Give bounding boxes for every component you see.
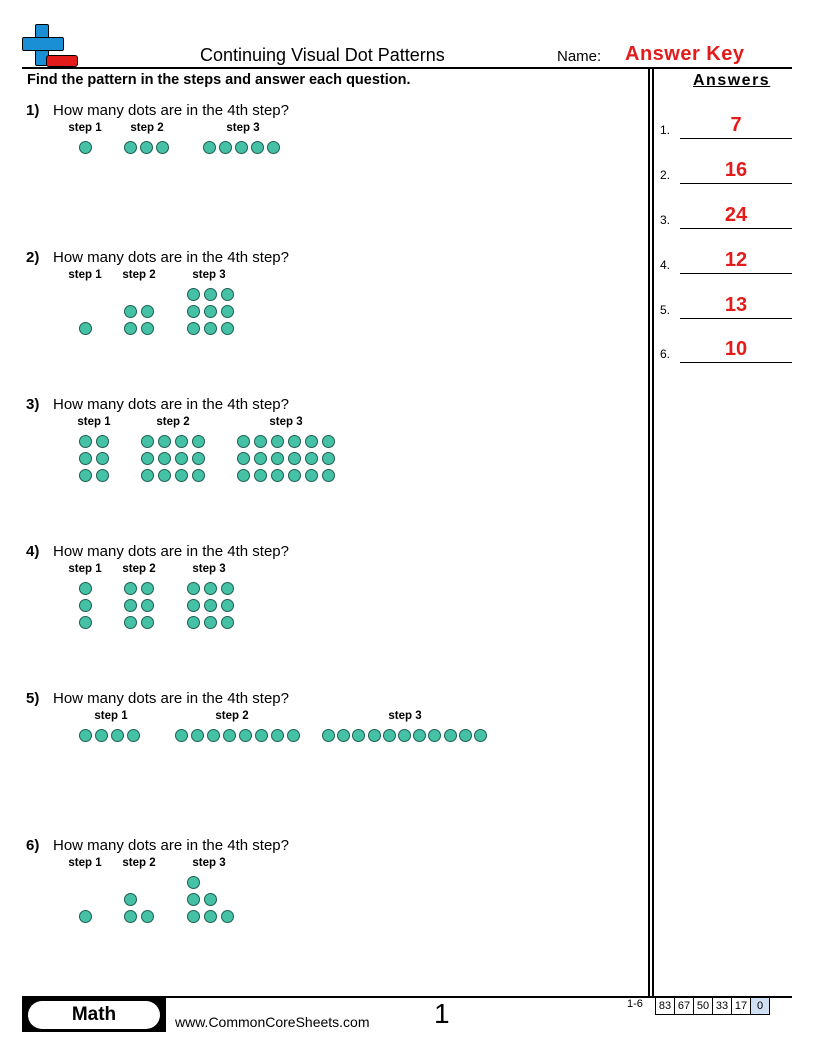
pattern-dot (141, 435, 154, 448)
question-number: 1) (26, 102, 40, 119)
pattern-dot (192, 452, 205, 465)
instructions: Find the pattern in the steps and answer each question. (27, 72, 411, 88)
pattern-dot (141, 910, 154, 923)
pattern-dot (192, 435, 205, 448)
question-text: How many dots are in the 4th step? (53, 837, 289, 854)
pattern-dot (111, 729, 124, 742)
answer-line (680, 362, 792, 363)
pattern-dot (352, 729, 365, 742)
pattern-dot (398, 729, 411, 742)
header-divider (22, 67, 792, 69)
pattern-dot (191, 729, 204, 742)
page-number: 1 (434, 998, 450, 1029)
step-label: step 2 (122, 269, 156, 281)
pattern-dot (175, 435, 188, 448)
pattern-dot (239, 729, 252, 742)
score-cell: 0 (750, 997, 770, 1015)
pattern-dot (187, 616, 200, 629)
pattern-dot (141, 469, 154, 482)
pattern-dot (187, 288, 200, 301)
pattern-dot (141, 582, 154, 595)
pattern-dot (127, 729, 140, 742)
pattern-dot (79, 729, 92, 742)
step-label: step 3 (388, 710, 422, 722)
pattern-dot (221, 322, 234, 335)
question-number: 3) (26, 396, 40, 413)
subject-label: Math (28, 1001, 160, 1029)
answer-value: 10 (724, 338, 748, 360)
pattern-dot (271, 435, 284, 448)
pattern-dot (141, 305, 154, 318)
pattern-dot (221, 910, 234, 923)
pattern-dot (158, 469, 171, 482)
pattern-dot (203, 141, 216, 154)
pattern-dot (271, 469, 284, 482)
step-label: step 2 (215, 710, 249, 722)
pattern-dot (187, 582, 200, 595)
step-label: step 1 (77, 416, 111, 428)
pattern-dot (79, 616, 92, 629)
question-number: 4) (26, 543, 40, 560)
question-text: How many dots are in the 4th step? (53, 690, 289, 707)
answer-line (680, 138, 792, 139)
score-cell: 33 (712, 997, 732, 1015)
question-text: How many dots are in the 4th step? (53, 396, 289, 413)
pattern-dot (124, 305, 137, 318)
question-number: 5) (26, 690, 40, 707)
step-label: step 1 (68, 269, 102, 281)
step-label: step 3 (192, 269, 226, 281)
pattern-dot (459, 729, 472, 742)
pattern-dot (204, 582, 217, 595)
pattern-dot (288, 469, 301, 482)
step-label: step 2 (122, 857, 156, 869)
score-cell: 50 (693, 997, 713, 1015)
pattern-dot (124, 141, 137, 154)
pattern-dot (204, 305, 217, 318)
pattern-dot (204, 893, 217, 906)
pattern-dot (221, 288, 234, 301)
score-table (656, 997, 770, 1015)
pattern-dot (383, 729, 396, 742)
subject-badge (22, 998, 166, 1032)
pattern-dot (271, 452, 284, 465)
pattern-dot (187, 322, 200, 335)
pattern-dot (79, 582, 92, 595)
pattern-dot (237, 435, 250, 448)
pattern-dot (428, 729, 441, 742)
pattern-dot (156, 141, 169, 154)
pattern-dot (288, 452, 301, 465)
pattern-dot (96, 452, 109, 465)
answer-number: 4. (660, 258, 671, 272)
pattern-dot (288, 435, 301, 448)
pattern-dot (221, 305, 234, 318)
answer-line (680, 183, 792, 184)
score-cell: 67 (674, 997, 694, 1015)
pattern-dot (207, 729, 220, 742)
logo-minus-icon (46, 55, 78, 67)
pattern-dot (221, 582, 234, 595)
question-text: How many dots are in the 4th step? (53, 543, 289, 560)
pattern-dot (141, 616, 154, 629)
pattern-dot (79, 599, 92, 612)
pattern-dot (235, 141, 248, 154)
pattern-dot (124, 599, 137, 612)
pattern-dot (221, 616, 234, 629)
pattern-dot (141, 322, 154, 335)
step-label: step 2 (122, 563, 156, 575)
pattern-dot (237, 469, 250, 482)
answer-number: 2. (660, 168, 671, 182)
step-label: step 2 (130, 122, 164, 134)
pattern-dot (255, 729, 268, 742)
question-range: 1-6 (627, 998, 643, 1010)
answer-value: 7 (730, 114, 742, 136)
pattern-dot (158, 435, 171, 448)
website-link[interactable]: www.CommonCoreSheets.com (175, 1014, 370, 1030)
answer-value: 16 (724, 159, 748, 181)
pattern-dot (337, 729, 350, 742)
answer-value: 13 (724, 294, 748, 316)
pattern-dot (204, 910, 217, 923)
step-label: step 2 (156, 416, 190, 428)
pattern-dot (322, 729, 335, 742)
answer-number: 1. (660, 123, 671, 137)
pattern-dot (254, 469, 267, 482)
pattern-dot (187, 599, 200, 612)
logo-plus-horizontal-icon (22, 37, 64, 51)
pattern-dot (271, 729, 284, 742)
answer-value: 12 (724, 249, 748, 271)
pattern-dot (175, 452, 188, 465)
pattern-dot (187, 910, 200, 923)
step-label: step 1 (68, 563, 102, 575)
pattern-dot (79, 469, 92, 482)
name-label: Name: (557, 48, 602, 65)
answers-heading: Answers (693, 72, 771, 89)
step-label: step 3 (226, 122, 260, 134)
pattern-dot (204, 322, 217, 335)
question-number: 6) (26, 837, 40, 854)
answer-number: 3. (660, 213, 671, 227)
pattern-dot (204, 288, 217, 301)
pattern-dot (221, 599, 234, 612)
answer-number: 6. (660, 347, 671, 361)
step-label: step 3 (192, 857, 226, 869)
question-number: 2) (26, 249, 40, 266)
step-label: step 3 (269, 416, 303, 428)
pattern-dot (141, 599, 154, 612)
pattern-dot (287, 729, 300, 742)
score-cell: 17 (731, 997, 751, 1015)
pattern-dot (175, 729, 188, 742)
pattern-dot (305, 452, 318, 465)
pattern-dot (79, 435, 92, 448)
pattern-dot (175, 469, 188, 482)
column-divider-right (652, 69, 654, 996)
pattern-dot (124, 322, 137, 335)
pattern-dot (96, 469, 109, 482)
step-label: step 1 (94, 710, 128, 722)
pattern-dot (187, 305, 200, 318)
pattern-dot (140, 141, 153, 154)
pattern-dot (79, 141, 92, 154)
pattern-dot (79, 322, 92, 335)
pattern-dot (95, 729, 108, 742)
pattern-dot (204, 599, 217, 612)
step-label: step 1 (68, 122, 102, 134)
pattern-dot (322, 469, 335, 482)
worksheet-title: Continuing Visual Dot Patterns (200, 45, 445, 65)
pattern-dot (267, 141, 280, 154)
pattern-dot (187, 876, 200, 889)
pattern-dot (444, 729, 457, 742)
pattern-dot (251, 141, 264, 154)
pattern-dot (219, 141, 232, 154)
pattern-dot (187, 893, 200, 906)
pattern-dot (474, 729, 487, 742)
answer-value: 24 (724, 204, 748, 226)
pattern-dot (124, 616, 137, 629)
answer-number: 5. (660, 303, 671, 317)
pattern-dot (322, 435, 335, 448)
pattern-dot (124, 910, 137, 923)
pattern-dot (96, 435, 109, 448)
pattern-dot (204, 616, 217, 629)
pattern-dot (413, 729, 426, 742)
pattern-dot (254, 435, 267, 448)
question-text: How many dots are in the 4th step? (53, 249, 289, 266)
pattern-dot (237, 452, 250, 465)
pattern-dot (158, 452, 171, 465)
pattern-dot (368, 729, 381, 742)
answer-line (680, 228, 792, 229)
pattern-dot (322, 452, 335, 465)
pattern-dot (305, 435, 318, 448)
question-text: How many dots are in the 4th step? (53, 102, 289, 119)
pattern-dot (254, 452, 267, 465)
pattern-dot (124, 582, 137, 595)
step-label: step 1 (68, 857, 102, 869)
pattern-dot (124, 893, 137, 906)
answer-line (680, 318, 792, 319)
score-cell: 83 (655, 997, 675, 1015)
pattern-dot (305, 469, 318, 482)
answer-line (680, 273, 792, 274)
pattern-dot (79, 452, 92, 465)
step-label: step 3 (192, 563, 226, 575)
pattern-dot (141, 452, 154, 465)
column-divider-left (648, 69, 650, 996)
answer-key-label: Answer Key (625, 43, 745, 65)
pattern-dot (223, 729, 236, 742)
pattern-dot (79, 910, 92, 923)
pattern-dot (192, 469, 205, 482)
